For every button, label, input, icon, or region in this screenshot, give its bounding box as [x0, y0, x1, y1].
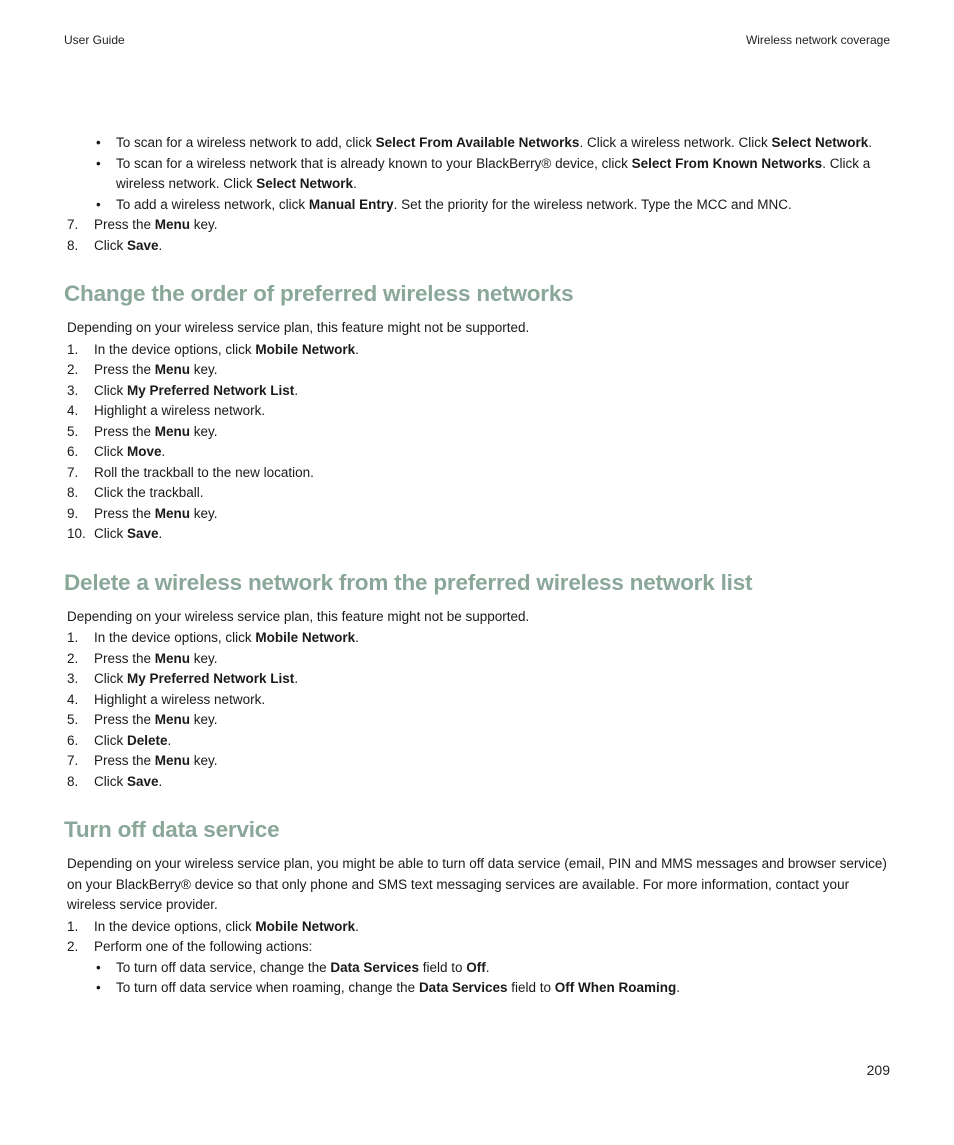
page-number: 209 — [866, 1062, 890, 1078]
list-item: 4. Highlight a wireless network. — [67, 403, 266, 418]
list-item: 8. Click Save. — [67, 773, 163, 789]
list-item: 6. Click Move. — [67, 444, 166, 459]
section-heading: Delete a wireless network from the preferred wireless network list — [64, 569, 753, 595]
section-heading: Turn off data service — [64, 817, 280, 842]
list-item: 7. Roll the trackball to the new location. — [67, 464, 314, 480]
scan-options-list — [64, 133, 892, 215]
running-header-left: User Guide — [64, 33, 125, 47]
list-item: 3. Click My Preferred Network List. — [67, 382, 299, 398]
list-item: 2. Press the Menu key. — [67, 650, 218, 666]
section-intro: Depending on your wireless service plan, you might be able to turn off data service (email, PIN and MMS messages and browser service) on your BlackBerry® device so that only phone and SMS text messaging services are available. For more information, contact your wireless service provider. — [67, 856, 887, 912]
list-item: 3. Click My Preferred Network List. — [67, 671, 299, 686]
data-service-options-list — [64, 958, 892, 999]
list-item: 8. Click Save. — [67, 237, 163, 253]
list-item: • To turn off data service when roaming, change the Data Services field to Off When Roaming. — [64, 978, 892, 999]
list-item: 7. Press the Menu key. — [67, 753, 218, 768]
list-item: 8. Click the trackball. — [67, 485, 204, 500]
section-intro: Depending on your wireless service plan, this feature might not be supported. — [67, 320, 530, 335]
list-item: 1. In the device options, click Mobile Network. — [67, 630, 359, 645]
list-item: • To scan for a wireless network to add, click Select From Available Networks. Click a wireless network. Click Select Network. — [64, 133, 892, 154]
page-content — [64, 133, 892, 999]
list-item: 1. In the device options, click Mobile Network. — [67, 918, 359, 934]
steps-list — [64, 628, 892, 792]
list-item: 4. Highlight a wireless network. — [67, 691, 266, 707]
list-item: 5. Press the Menu key. — [67, 712, 218, 727]
section-intro: Depending on your wireless service plan, this feature might not be supported. — [67, 608, 530, 624]
list-item: 6. Click Delete. — [67, 732, 172, 748]
list-item: 10. Click Save. — [67, 526, 163, 541]
continued-steps-list — [64, 215, 892, 256]
list-item: • To turn off data service, change the Data Services field to Off. — [64, 958, 892, 979]
list-item: • To add a wireless network, click Manual Entry. Set the priority for the wireless network. Type the MCC and MNC. — [64, 195, 892, 216]
list-item: • To scan for a wireless network that is already known to your BlackBerry® device, click Select From Known Networks. Click a wireless network. Click Select Network. — [64, 154, 892, 195]
section-heading: Change the order of preferred wireless networks — [64, 281, 574, 306]
list-item: 2. Press the Menu key. — [67, 362, 218, 377]
steps-list — [64, 340, 892, 545]
running-header-right: Wireless network coverage — [745, 33, 890, 47]
list-item: 5. Press the Menu key. — [67, 423, 218, 439]
list-item: 1. In the device options, click Mobile Network. — [67, 341, 359, 357]
list-item: 9. Press the Menu key. — [67, 505, 218, 521]
list-item: 2. Perform one of the following actions: — [67, 939, 313, 954]
list-item: 7. Press the Menu key. — [67, 217, 218, 232]
steps-list — [64, 917, 892, 958]
